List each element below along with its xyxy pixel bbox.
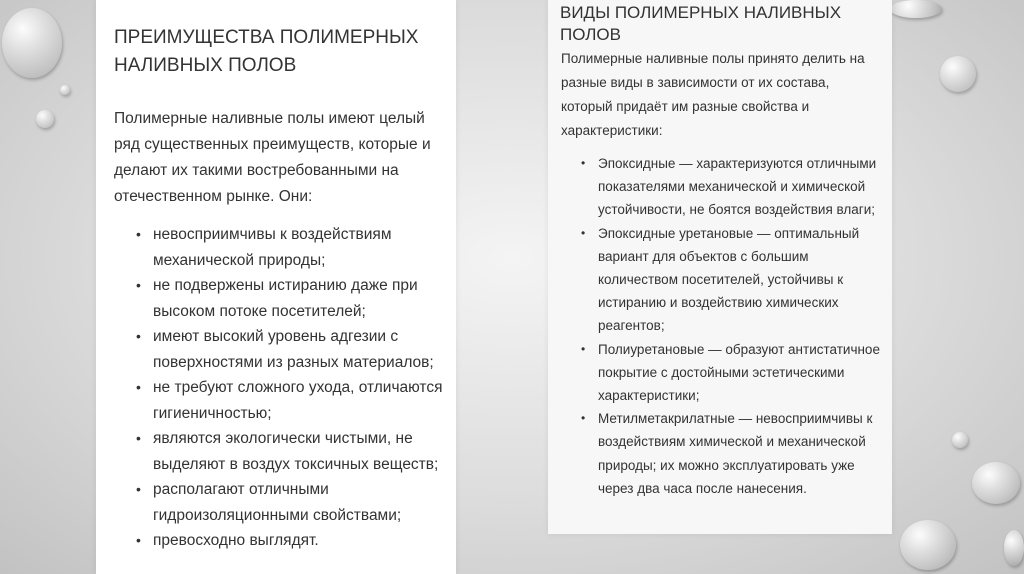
list-item-text: Полиуретановые — образуют антистатичное покрытие с достойными эстетическими характеристики;	[598, 341, 880, 404]
water-drop-decoration	[2, 8, 62, 78]
list-item	[136, 273, 452, 324]
list-item	[136, 375, 452, 426]
list-item	[136, 477, 452, 528]
water-drop-decoration	[890, 0, 942, 18]
bullet-icon: •	[136, 226, 141, 242]
types-title: ВИДЫ ПОЛИМЕРНЫХ НАЛИВНЫХ ПОЛОВ	[560, 3, 842, 44]
list-item	[136, 528, 452, 554]
water-drop-decoration	[940, 56, 976, 92]
list-item-text: имеют высокий уровень адгезии с поверхностями из разных материалов;	[153, 328, 434, 371]
list-item	[581, 152, 881, 222]
water-drop-decoration	[36, 110, 54, 128]
list-item-text: превосходно выглядят.	[153, 532, 319, 549]
bullet-icon: •	[136, 430, 141, 446]
list-item	[581, 407, 881, 500]
bullet-icon: •	[581, 341, 586, 356]
water-drop-decoration	[1004, 530, 1024, 566]
bullet-icon: •	[581, 411, 586, 426]
bullet-icon: •	[136, 481, 141, 497]
advantages-list	[136, 222, 452, 554]
list-item-text: не подвержены истиранию даже при высоком потоке посетителей;	[153, 277, 418, 320]
list-item	[136, 324, 452, 375]
bullet-icon: •	[136, 277, 141, 293]
list-item	[136, 222, 452, 273]
water-drop-decoration	[900, 520, 956, 570]
list-item	[581, 222, 881, 338]
list-item-text: Эпоксидные уретановые — оптимальный вариант для объектов с большим количеством посетителей, устойчивы к истиранию и воздействию химических реагентов;	[598, 225, 860, 334]
list-item-text: являются экологически чистыми, не выделяют в воздух токсичных веществ;	[153, 430, 439, 473]
list-item-text: невосприимчивы к воздействиям механической природы;	[153, 226, 392, 269]
list-item	[136, 426, 452, 477]
bullet-icon: •	[136, 532, 141, 548]
water-drop-decoration	[952, 432, 968, 448]
advantages-intro: Полимерные наливные полы имеют целый ряд существенных преимуществ, которые и делают их такими востребованными на отечественном рынке. Они:	[114, 110, 431, 205]
list-item-text: располагают отличными гидроизоляционными свойствами;	[153, 481, 402, 524]
list-item-text: не требуют сложного ухода, отличаются гигиеничностью;	[153, 379, 443, 422]
advantages-card	[96, 0, 456, 574]
bullet-icon: •	[581, 156, 586, 170]
list-item-text: Метилметакрилатные — невосприимчивы к воздействиям химической и механической природы; их можно эксплуатировать уже через два часа после нанесения.	[598, 411, 873, 496]
list-item	[581, 338, 881, 408]
types-card	[548, 0, 892, 534]
types-intro: Полимерные наливные полы принято делить на разные виды в зависимости от их состава, который придаёт им разные свойства и характеристики:	[561, 51, 865, 138]
water-drop-decoration	[60, 85, 70, 95]
bullet-icon: •	[581, 225, 586, 240]
types-list	[581, 152, 881, 500]
bullet-icon: •	[136, 328, 141, 344]
water-drop-decoration	[972, 462, 1020, 504]
bullet-icon: •	[136, 379, 141, 395]
list-item-text: Эпоксидные — характеризуются отличными показателями механической и химической устойчивости, не боятся воздействия влаги;	[598, 156, 877, 218]
advantages-title: ПРЕИМУЩЕСТВА ПОЛИМЕРНЫХ НАЛИВНЫХ ПОЛОВ	[114, 27, 419, 76]
